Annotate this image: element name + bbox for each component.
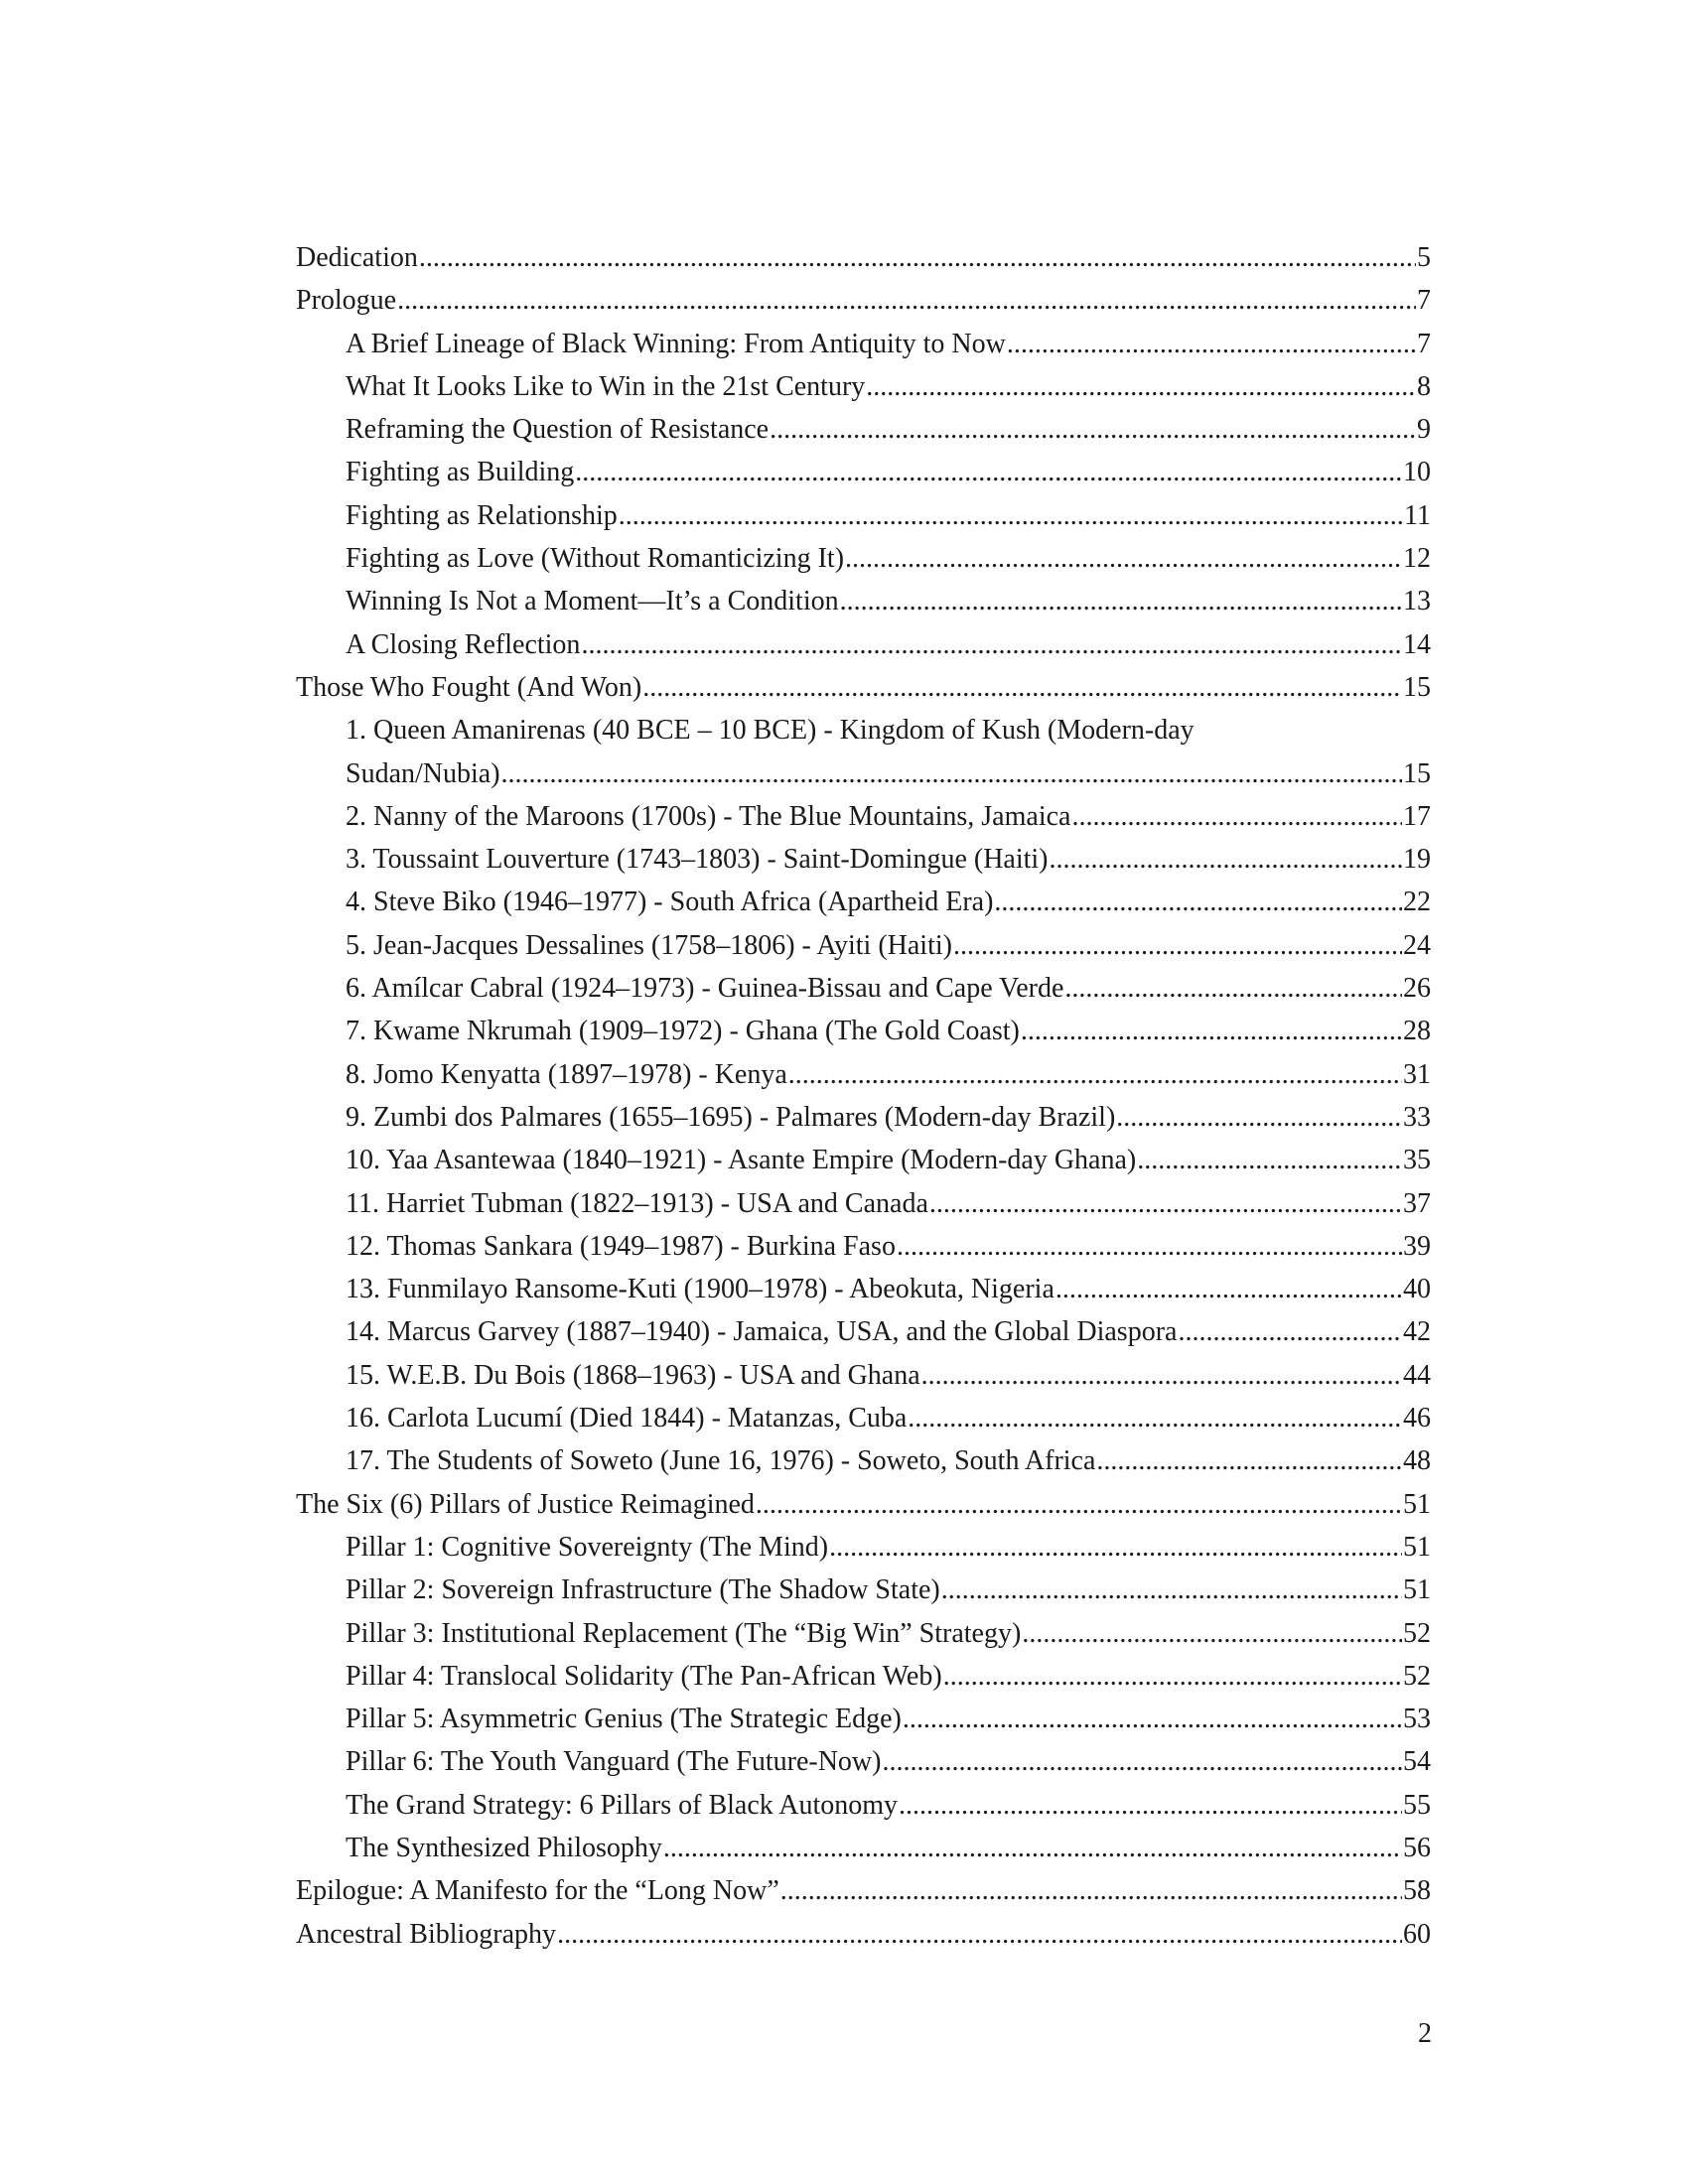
dot-leader (899, 1784, 1402, 1827)
dot-leader (941, 1569, 1402, 1611)
toc-entry-page: 42 (1403, 1316, 1431, 1348)
toc-entry-title: 7. Kwame Nkrumah (1909–1972) - Ghana (The Gold Coast) (346, 1016, 1020, 1047)
toc-entry-page: 24 (1403, 929, 1431, 961)
dot-leader (419, 236, 1416, 279)
toc-entry-page: 51 (1403, 1574, 1431, 1606)
toc-entry-title: A Closing Reflection (346, 628, 581, 660)
toc-entry-title: 11. Harriet Tubman (1822–1913) - USA and Canada (346, 1187, 928, 1219)
dot-leader (903, 1698, 1402, 1740)
toc-entry-title: Pillar 4: Translocal Solidarity (The Pan-African Web) (346, 1660, 942, 1692)
dot-leader (1050, 838, 1402, 881)
toc-entry[interactable] (296, 494, 1431, 537)
dot-leader (1022, 1612, 1402, 1655)
toc-entry[interactable] (296, 1225, 1431, 1268)
toc-entry-page: 48 (1403, 1445, 1431, 1477)
toc-entry-page: 51 (1403, 1488, 1431, 1520)
toc-entry-title: Ancestral Bibliography (296, 1918, 557, 1950)
toc-entry-page: 17 (1403, 800, 1431, 832)
toc-entry-page: 55 (1403, 1789, 1431, 1821)
toc-entry[interactable] (296, 279, 1431, 322)
toc-entry[interactable] (296, 881, 1431, 923)
toc-entry[interactable] (296, 967, 1431, 1010)
toc-entry[interactable] (296, 795, 1431, 838)
dot-leader (397, 279, 1416, 322)
toc-entry-title: 4. Steve Biko (1946–1977) - South Africa (Apartheid Era) (346, 887, 994, 918)
toc-entry-title: Sudan/Nubia) (346, 757, 500, 789)
toc-entry[interactable] (296, 924, 1431, 967)
table-of-contents (296, 236, 1431, 1956)
dot-leader (1064, 967, 1402, 1010)
toc-entry-page: 7 (1417, 285, 1431, 317)
toc-entry[interactable] (296, 1354, 1431, 1397)
toc-entry-title: The Synthesized Philosophy (346, 1832, 662, 1863)
dot-leader (829, 1526, 1402, 1569)
dot-leader (788, 1053, 1402, 1096)
dot-leader (575, 451, 1402, 493)
toc-entry[interactable] (296, 666, 1431, 709)
dot-leader (1096, 1439, 1402, 1482)
toc-entry-page: 13 (1403, 586, 1431, 617)
toc-entry[interactable] (296, 451, 1431, 493)
toc-entry[interactable] (296, 1913, 1431, 1956)
toc-entry[interactable] (296, 1010, 1431, 1052)
dot-leader (1137, 1139, 1402, 1181)
dot-leader (953, 924, 1402, 967)
toc-entry-page: 12 (1403, 543, 1431, 575)
toc-entry-title: 2. Nanny of the Maroons (1700s) - The Blue Mountains, Jamaica (346, 800, 1071, 832)
toc-entry[interactable] (296, 1439, 1431, 1482)
dot-leader (1055, 1268, 1402, 1310)
page-number: 2 (1418, 2018, 1432, 2049)
toc-entry-title: 3. Toussaint Louverture (1743–1803) - Saint-Domingue (Haiti) (346, 844, 1049, 876)
toc-entry[interactable] (296, 1526, 1431, 1569)
toc-entry-page: 7 (1417, 328, 1431, 359)
toc-entry[interactable] (296, 1740, 1431, 1783)
toc-entry-page: 8 (1417, 370, 1431, 402)
toc-entry-title: 13. Funmilayo Ransome-Kuti (1900–1978) - Abeokuta, Nigeria (346, 1274, 1055, 1305)
toc-entry-page: 14 (1403, 628, 1431, 660)
toc-entry-title: Epilogue: A Manifesto for the “Long Now” (296, 1875, 779, 1907)
dot-leader (866, 365, 1416, 408)
toc-entry-title: Those Who Fought (And Won) (296, 671, 642, 703)
toc-entry-title: 5. Jean-Jacques Dessalines (1758–1806) - Ayiti (Haiti) (346, 929, 952, 961)
toc-entry-title: 14. Marcus Garvey (1887–1940) - Jamaica, USA, and the Global Diaspora (346, 1316, 1178, 1348)
toc-entry-page: 46 (1403, 1403, 1431, 1434)
toc-entry-page: 22 (1403, 887, 1431, 918)
toc-entry-title: 10. Yaa Asantewaa (1840–1921) - Asante Empire (Modern-day Ghana) (346, 1145, 1137, 1176)
dot-leader (1071, 795, 1402, 838)
toc-entry[interactable] (296, 1869, 1431, 1912)
toc-entry-page: 9 (1417, 414, 1431, 446)
toc-entry[interactable] (296, 1139, 1431, 1181)
toc-entry[interactable] (296, 1655, 1431, 1698)
toc-entry-title: 8. Jomo Kenyatta (1897–1978) - Kenya (346, 1058, 787, 1090)
toc-entry-title: Pillar 1: Cognitive Sovereignty (The Mind) (346, 1531, 829, 1563)
toc-entry-page: 11 (1404, 499, 1431, 531)
dot-leader (581, 623, 1402, 666)
dot-leader (921, 1354, 1402, 1397)
toc-entry-title: What It Looks Like to Win in the 21st Century (346, 370, 866, 402)
dot-leader (1007, 323, 1416, 365)
toc-entry-page: 10 (1403, 457, 1431, 488)
dot-leader (1021, 1010, 1402, 1052)
toc-entry-title: Dedication (296, 242, 418, 273)
dot-leader (770, 408, 1416, 451)
toc-entry-page: 44 (1403, 1359, 1431, 1391)
toc-entry-page: 60 (1403, 1918, 1431, 1950)
toc-entry-page: 39 (1403, 1230, 1431, 1262)
toc-entry[interactable] (296, 236, 1431, 279)
dot-leader (929, 1182, 1402, 1225)
dot-leader (663, 1827, 1402, 1869)
toc-entry[interactable] (296, 709, 1431, 795)
dot-leader (994, 881, 1402, 923)
toc-entry-page: 58 (1403, 1875, 1431, 1907)
toc-entry[interactable] (296, 1698, 1431, 1740)
toc-entry[interactable] (296, 838, 1431, 881)
toc-entry[interactable] (296, 623, 1431, 666)
toc-entry-title: 12. Thomas Sankara (1949–1987) - Burkina Faso (346, 1230, 896, 1262)
toc-entry-page: 19 (1403, 844, 1431, 876)
toc-entry-title: 9. Zumbi dos Palmares (1655–1695) - Palmares (Modern-day Brazil) (346, 1101, 1116, 1133)
toc-entry[interactable] (296, 408, 1431, 451)
dot-leader (1116, 1096, 1402, 1139)
toc-entry-title: Reframing the Question of Resistance (346, 414, 770, 446)
toc-entry[interactable] (296, 1053, 1431, 1096)
toc-entry[interactable] (296, 1397, 1431, 1439)
toc-entry-page: 15 (1403, 757, 1431, 789)
dot-leader (845, 537, 1402, 580)
toc-entry[interactable] (296, 537, 1431, 580)
toc-entry-title: Pillar 6: The Youth Vanguard (The Future-Now) (346, 1746, 882, 1778)
toc-entry-title: Fighting as Love (Without Romanticizing It) (346, 543, 845, 575)
toc-entry-page: 52 (1403, 1617, 1431, 1649)
toc-entry-page: 15 (1403, 671, 1431, 703)
toc-entry-title: 15. W.E.B. Du Bois (1868–1963) - USA and Ghana (346, 1359, 920, 1391)
toc-entry-title: Pillar 5: Asymmetric Genius (The Strategic Edge) (346, 1704, 902, 1735)
toc-entry[interactable] (296, 1483, 1431, 1526)
toc-entry[interactable] (296, 580, 1431, 622)
dot-leader (908, 1397, 1402, 1439)
toc-entry-title: 17. The Students of Soweto (June 16, 1976) - Soweto, South Africa (346, 1445, 1096, 1477)
dot-leader (840, 580, 1402, 622)
dot-leader (501, 752, 1402, 795)
dot-leader (619, 494, 1403, 537)
toc-entry-page: 37 (1403, 1187, 1431, 1219)
toc-entry-title: Pillar 3: Institutional Replacement (The “Big Win” Strategy) (346, 1617, 1022, 1649)
dot-leader (756, 1483, 1402, 1526)
toc-entry-page: 52 (1403, 1660, 1431, 1692)
toc-entry-title: The Six (6) Pillars of Justice Reimagined (296, 1488, 755, 1520)
dot-leader (1178, 1310, 1402, 1353)
toc-entry[interactable] (296, 1612, 1431, 1655)
toc-entry[interactable] (296, 365, 1431, 408)
toc-entry[interactable] (296, 1784, 1431, 1827)
toc-entry-title: Winning Is Not a Moment—It’s a Condition (346, 586, 839, 617)
toc-entry[interactable] (296, 323, 1431, 365)
toc-entry-page: 5 (1417, 242, 1431, 273)
toc-entry-title: The Grand Strategy: 6 Pillars of Black Autonomy (346, 1789, 899, 1821)
toc-entry-page: 53 (1403, 1704, 1431, 1735)
toc-entry[interactable] (296, 1827, 1431, 1869)
toc-entry-page: 51 (1403, 1531, 1431, 1563)
toc-entry-page: 56 (1403, 1832, 1431, 1863)
toc-entry-page: 31 (1403, 1058, 1431, 1090)
toc-entry-page: 54 (1403, 1746, 1431, 1778)
toc-entry-title: Fighting as Relationship (346, 499, 618, 531)
toc-entry-title: 6. Amílcar Cabral (1924–1973) - Guinea-Bissau and Cape Verde (346, 973, 1064, 1005)
toc-entry-title: Fighting as Building (346, 457, 575, 488)
dot-leader (943, 1655, 1402, 1698)
toc-entry-title-line-1: 1. Queen Amanirenas (40 BCE – 10 BCE) - Kingdom of Kush (Modern-day (346, 715, 1195, 747)
toc-entry-title: Pillar 2: Sovereign Infrastructure (The Shadow State) (346, 1574, 940, 1606)
toc-entry[interactable] (296, 1569, 1431, 1611)
toc-entry[interactable] (296, 1310, 1431, 1353)
toc-entry[interactable] (296, 1096, 1431, 1139)
toc-entry-page: 33 (1403, 1101, 1431, 1133)
toc-entry-page: 26 (1403, 973, 1431, 1005)
toc-entry-page: 28 (1403, 1016, 1431, 1047)
dot-leader (882, 1740, 1402, 1783)
toc-entry[interactable] (296, 1268, 1431, 1310)
toc-entry-page: 35 (1403, 1145, 1431, 1176)
toc-entry-title: A Brief Lineage of Black Winning: From Antiquity to Now (346, 328, 1006, 359)
toc-entry-page: 40 (1403, 1274, 1431, 1305)
toc-entry[interactable] (296, 1182, 1431, 1225)
dot-leader (897, 1225, 1402, 1268)
dot-leader (780, 1869, 1402, 1912)
toc-entry-title: Prologue (296, 285, 397, 317)
dot-leader (557, 1913, 1402, 1956)
dot-leader (642, 666, 1402, 709)
toc-entry-title: 16. Carlota Lucumí (Died 1844) - Matanzas, Cuba (346, 1403, 908, 1434)
